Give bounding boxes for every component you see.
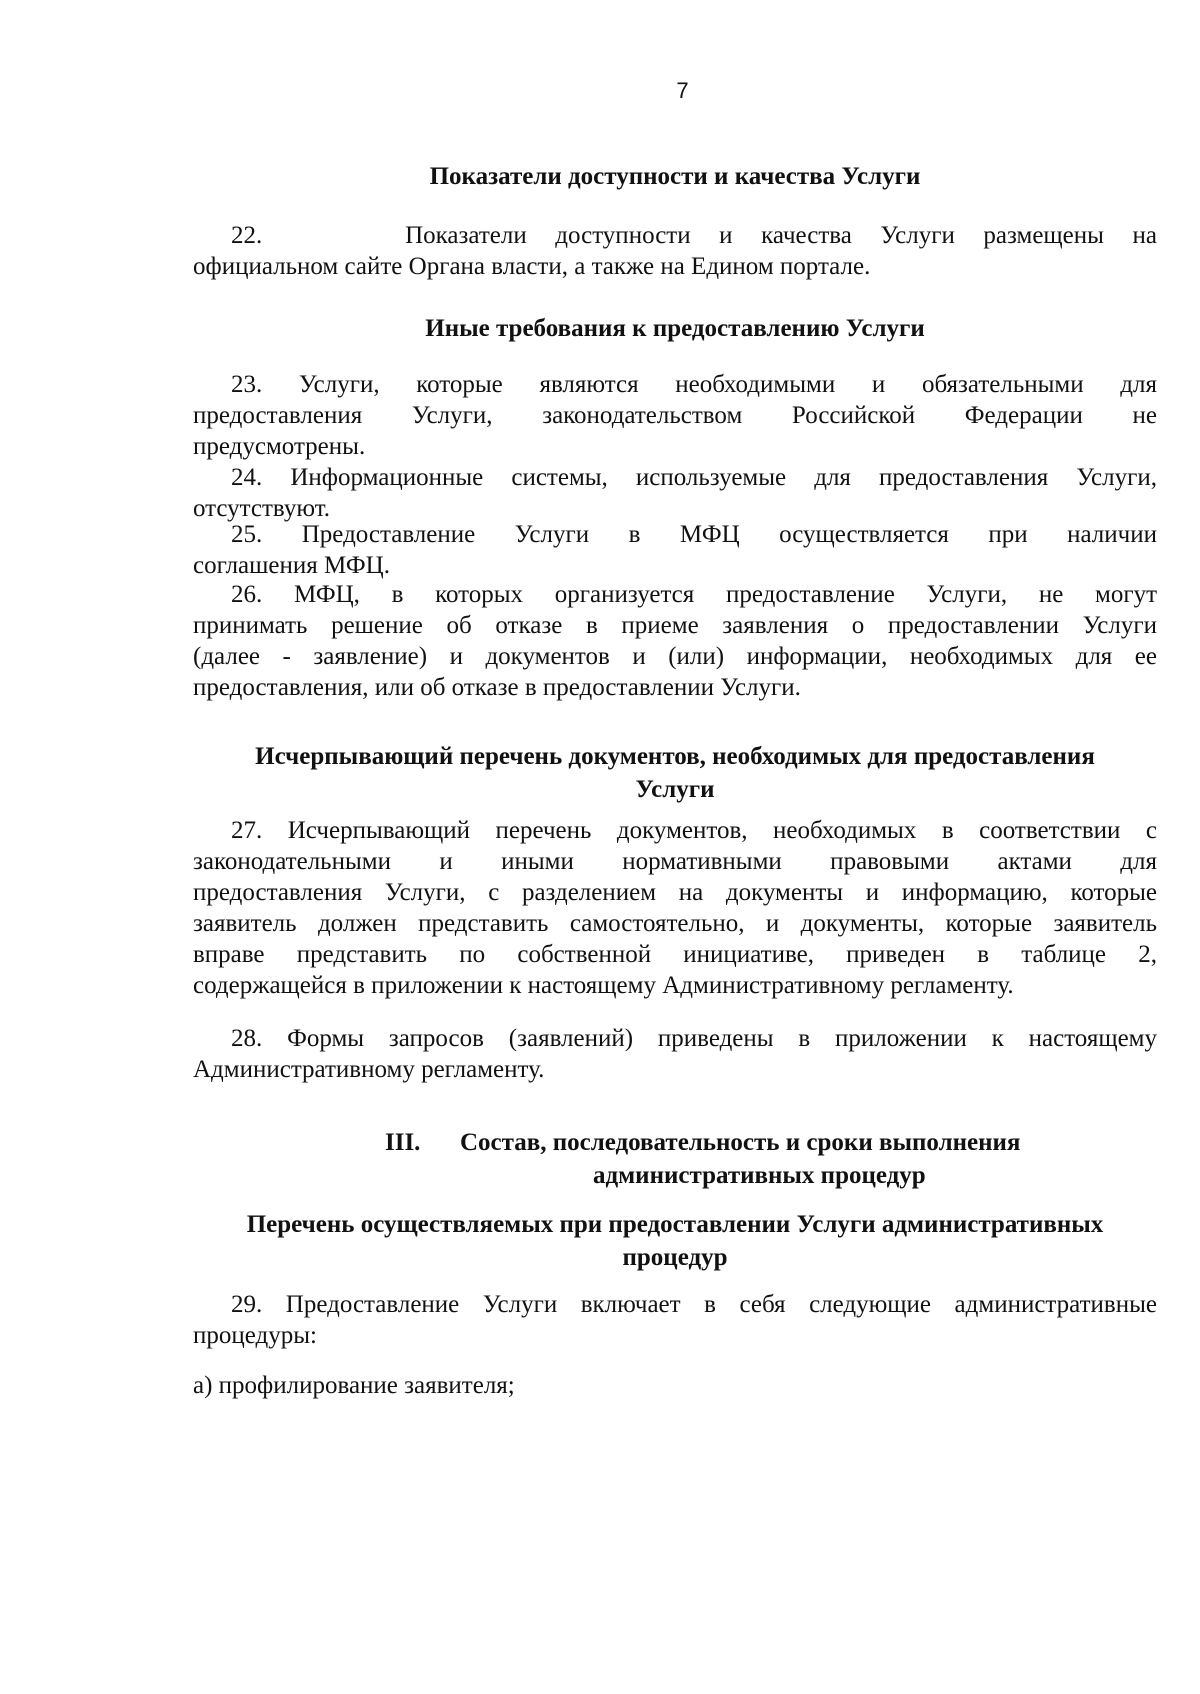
page-number: 7	[676, 78, 689, 103]
paragraph-29-line-2: процедуры:	[193, 1322, 317, 1349]
paragraph-27	[193, 815, 1157, 1001]
paragraph-25-line-1: 25. Предоставление Услуги в МФЦ осуществляется при наличии	[231, 521, 1157, 548]
paragraph-24	[193, 462, 1157, 524]
paragraph-24-line-2: отсутствуют.	[193, 495, 331, 522]
heading-administrative-procedures-list-line-1: Перечень осуществляемых при предоставлении Услуги административных	[246, 1211, 1104, 1238]
paragraph-27-line-5: вправе представить по собственной инициативе, приведен в таблице 2,	[193, 941, 1157, 968]
paragraph-27-line-3: предоставления Услуги, с разделением на документы и информацию, которые	[193, 879, 1157, 906]
paragraph-26-line-2: принимать решение об отказе в приеме заявления о предоставлении Услуги	[193, 612, 1157, 639]
paragraph-26	[193, 579, 1157, 703]
paragraph-28	[193, 1023, 1157, 1085]
paragraph-23-line-2: предоставления Услуги, законодательством Российской Федерации не	[193, 402, 1157, 429]
heading-administrative-procedures-list-line-2: процедур	[622, 1244, 728, 1271]
paragraph-25	[193, 519, 1157, 581]
heading-accessibility-quality: Показатели доступности и качества Услуги	[429, 163, 921, 190]
paragraph-24-line-1: 24. Информационные системы, используемые для предоставления Услуги,	[231, 464, 1157, 491]
paragraph-22-line-2: официальном сайте Органа власти, а также на Едином портале.	[193, 253, 871, 280]
section-3-title-line-2: административных процедур	[593, 1162, 926, 1189]
paragraph-28-line-2: Административному регламенту.	[193, 1056, 545, 1083]
paragraph-29-line-1: 29. Предоставление Услуги включает в себя следующие административные	[231, 1291, 1157, 1318]
paragraph-26-line-3: (далее - заявление) и документов и (или) информации, необходимых для ее	[193, 643, 1157, 670]
paragraph-23	[193, 369, 1157, 462]
paragraph-25-line-2: соглашения МФЦ.	[193, 552, 390, 579]
list-item-a	[193, 1370, 1157, 1401]
section-3-title-line-1: Состав, последовательность и сроки выполнения	[460, 1129, 1021, 1156]
section-3-number: III.	[385, 1129, 421, 1156]
paragraph-28-line-1: 28. Формы запросов (заявлений) приведены в приложении к настоящему	[231, 1025, 1157, 1052]
heading-other-requirements: Иные требования к предоставлению Услуги	[425, 315, 925, 342]
paragraph-29	[193, 1289, 1157, 1351]
heading-exhaustive-document-list-line-2: Услуги	[635, 776, 715, 803]
list-item-a-text: а) профилирование заявителя;	[193, 1372, 515, 1399]
paragraph-27-line-1: 27. Исчерпывающий перечень документов, необходимых в соответствии с	[231, 817, 1157, 844]
paragraph-27-line-4: заявитель должен представить самостоятельно, и документы, которые заявитель	[193, 910, 1157, 937]
heading-exhaustive-document-list-line-1: Исчерпывающий перечень документов, необходимых для предоставления	[255, 743, 1095, 770]
paragraph-27-line-6: содержащейся в приложении к настоящему Административному регламенту.	[193, 972, 1014, 999]
paragraph-26-line-4: предоставления, или об отказе в предоставлении Услуги.	[193, 674, 801, 701]
heading-exhaustive-document-list	[193, 740, 1157, 806]
paragraph-26-line-1: 26. МФЦ, в которых организуется предоставление Услуги, не могут	[231, 581, 1157, 608]
heading-administrative-procedures-list	[193, 1208, 1157, 1274]
paragraph-23-line-3: предусмотрены.	[193, 433, 366, 460]
paragraph-27-line-2: законодательными и иными нормативными правовыми актами для	[193, 848, 1157, 875]
paragraph-23-line-1: 23. Услуги, которые являются необходимыми и обязательными для	[231, 371, 1157, 398]
paragraph-22-line-1: 22. Показатели доступности и качества Услуги размещены на	[231, 222, 1157, 249]
paragraph-22	[193, 220, 1157, 282]
